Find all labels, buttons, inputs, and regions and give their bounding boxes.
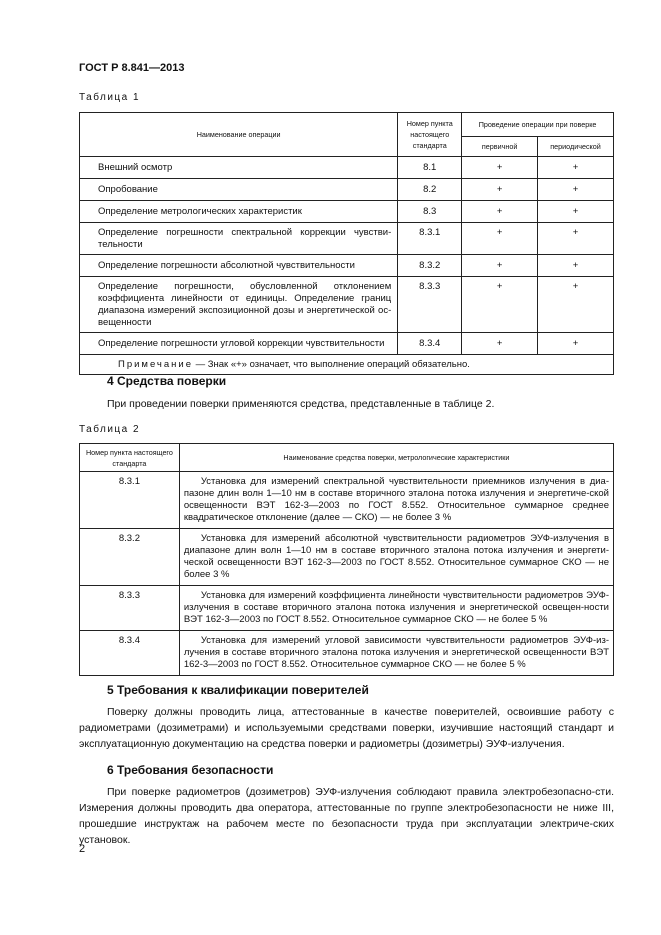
section-4-text: При проведении поверки применяются средства, представленные в таблице 2. bbox=[107, 398, 495, 410]
item-number: 8.3.2 bbox=[80, 529, 180, 586]
note-text: — Знак «+» означает, что выполнение операций обязательно. bbox=[193, 358, 470, 370]
table-row bbox=[80, 179, 614, 201]
table-row bbox=[80, 255, 614, 277]
header-item-number: Номер пункта настоящего стандарта bbox=[80, 444, 180, 472]
primary-mark: + bbox=[462, 201, 538, 223]
standard-header: ГОСТ Р 8.841—2013 bbox=[79, 62, 185, 74]
header-item-number: Номер пункта настоящего стандарта bbox=[398, 113, 462, 157]
primary-mark: + bbox=[462, 223, 538, 255]
periodic-mark: + bbox=[538, 277, 614, 333]
table-note bbox=[80, 355, 614, 375]
item-number: 8.1 bbox=[398, 157, 462, 179]
item-number: 8.3.1 bbox=[80, 472, 180, 529]
item-number: 8.3.2 bbox=[398, 255, 462, 277]
table-row bbox=[80, 631, 614, 676]
section-6-text: При поверке радиометров (дозиметров) ЭУФ-излучения соблюдают правила электробезопасно-сти. Измерения должны проводить два оператора, аттестованные по группе электробезопасности не ниже III, прошедшие инструктаж на рабочем месте по безопасности труда при эксплуатации электриче-ских установок. bbox=[79, 786, 614, 846]
item-number: 8.3.3 bbox=[80, 586, 180, 631]
periodic-mark: + bbox=[538, 255, 614, 277]
periodic-mark: + bbox=[538, 333, 614, 355]
tool-description: Установка для измерений коэффициента линейности чувствительности радиометров ЭУФ-излучения в составе вторичного эталона потока излучения и энергетической освещен-ности ВЭТ 162-3—2003 по ГОСТ 8.552. Относительное суммарное СКО — не более 5 % bbox=[179, 586, 613, 631]
table-row bbox=[80, 586, 614, 631]
item-number: 8.3 bbox=[398, 201, 462, 223]
periodic-mark: + bbox=[538, 179, 614, 201]
operation-name: Опробование bbox=[80, 179, 398, 201]
table-row bbox=[80, 157, 614, 179]
table-row bbox=[80, 529, 614, 586]
table2-caption: Таблица 2 bbox=[79, 424, 141, 435]
primary-mark: + bbox=[462, 179, 538, 201]
primary-mark: + bbox=[462, 333, 538, 355]
table1-caption: Таблица 1 bbox=[79, 92, 141, 103]
primary-mark: + bbox=[462, 277, 538, 333]
item-number: 8.3.4 bbox=[398, 333, 462, 355]
section-5-text: Поверку должны проводить лица, аттестованные в качестве поверителей, освоившие работу с радиометрами (дозиметрами) и используемыми средствами поверки, изучившие настоящий стандарт и эксплуатационную документацию на средства поверки и радиометры (дозиметры) ЭУФ-излучения. bbox=[79, 706, 614, 750]
tool-description: Установка для измерений угловой зависимости чувствительности радиометров ЭУФ-из-лучения в составе вторичного эталона потока излучения и энергетической освещенности ВЭТ 162-3—2003 по ГОСТ 8.552. Относительное суммарное СКО — не более 5 % bbox=[179, 631, 613, 676]
header-verification-group: Проведение операции при поверке bbox=[462, 113, 614, 137]
operation-name: Определение погрешности спектральной коррекции чувстви-тельности bbox=[80, 223, 398, 255]
periodic-mark: + bbox=[538, 223, 614, 255]
operation-name: Определение метрологических характеристик bbox=[80, 201, 398, 223]
item-number: 8.3.3 bbox=[398, 277, 462, 333]
operation-name: Определение погрешности абсолютной чувствительности bbox=[80, 255, 398, 277]
operation-name: Внешний осмотр bbox=[80, 157, 398, 179]
header-primary: первичной bbox=[462, 137, 538, 157]
item-number: 8.3.4 bbox=[80, 631, 180, 676]
table-row bbox=[80, 277, 614, 333]
section-6-title: 6 Требования безопасности bbox=[107, 763, 274, 777]
operation-name: Определение погрешности, обусловленной отклонением коэффициента линейности от единицы. Определение границ диапазона измерений экспозиционной дозы и энергетической ос-вещенности bbox=[80, 277, 398, 333]
note-label: Примечание bbox=[118, 358, 193, 370]
primary-mark: + bbox=[462, 255, 538, 277]
table-row bbox=[80, 201, 614, 223]
tool-description: Установка для измерений абсолютной чувствительности радиометров ЭУФ-излучения в диапазоне длин волн 1—10 нм в составе вторичного эталона потока излучения и энергети-ческой освещенности ВЭТ 162-3—2003 по ГОСТ 8.552. Относительное суммарное СКО — не более 3 % bbox=[179, 529, 613, 586]
header-operation-name: Наименование операции bbox=[80, 113, 398, 157]
tool-description: Установка для измерений спектральной чувствительности приемников излучения в диа-пазоне длин волн 1—10 нм в составе вторичного эталона потока излучения и энергетиче-ской освещенности ВЭТ 162-3—2003 по ГОСТ 8.552. Относительное суммарное среднее квадратическое отклонение (далее — СКО) — не более 3 % bbox=[179, 472, 613, 529]
section-5-title: 5 Требования к квалификации поверителей bbox=[107, 683, 369, 697]
operations-table bbox=[79, 112, 614, 375]
item-number: 8.2 bbox=[398, 179, 462, 201]
table-row bbox=[80, 472, 614, 529]
verification-tools-table bbox=[79, 443, 614, 676]
table-note-row bbox=[80, 355, 614, 375]
page-number: 2 bbox=[79, 843, 86, 855]
primary-mark: + bbox=[462, 157, 538, 179]
table-row bbox=[80, 333, 614, 355]
item-number: 8.3.1 bbox=[398, 223, 462, 255]
table-row bbox=[80, 223, 614, 255]
operation-name: Определение погрешности угловой коррекции чувствительности bbox=[80, 333, 398, 355]
periodic-mark: + bbox=[538, 157, 614, 179]
header-periodic: периодической bbox=[538, 137, 614, 157]
section-4-title: 4 Средства поверки bbox=[107, 374, 227, 388]
header-tool-description: Наименование средства поверки, метрологические характеристики bbox=[179, 444, 613, 472]
periodic-mark: + bbox=[538, 201, 614, 223]
